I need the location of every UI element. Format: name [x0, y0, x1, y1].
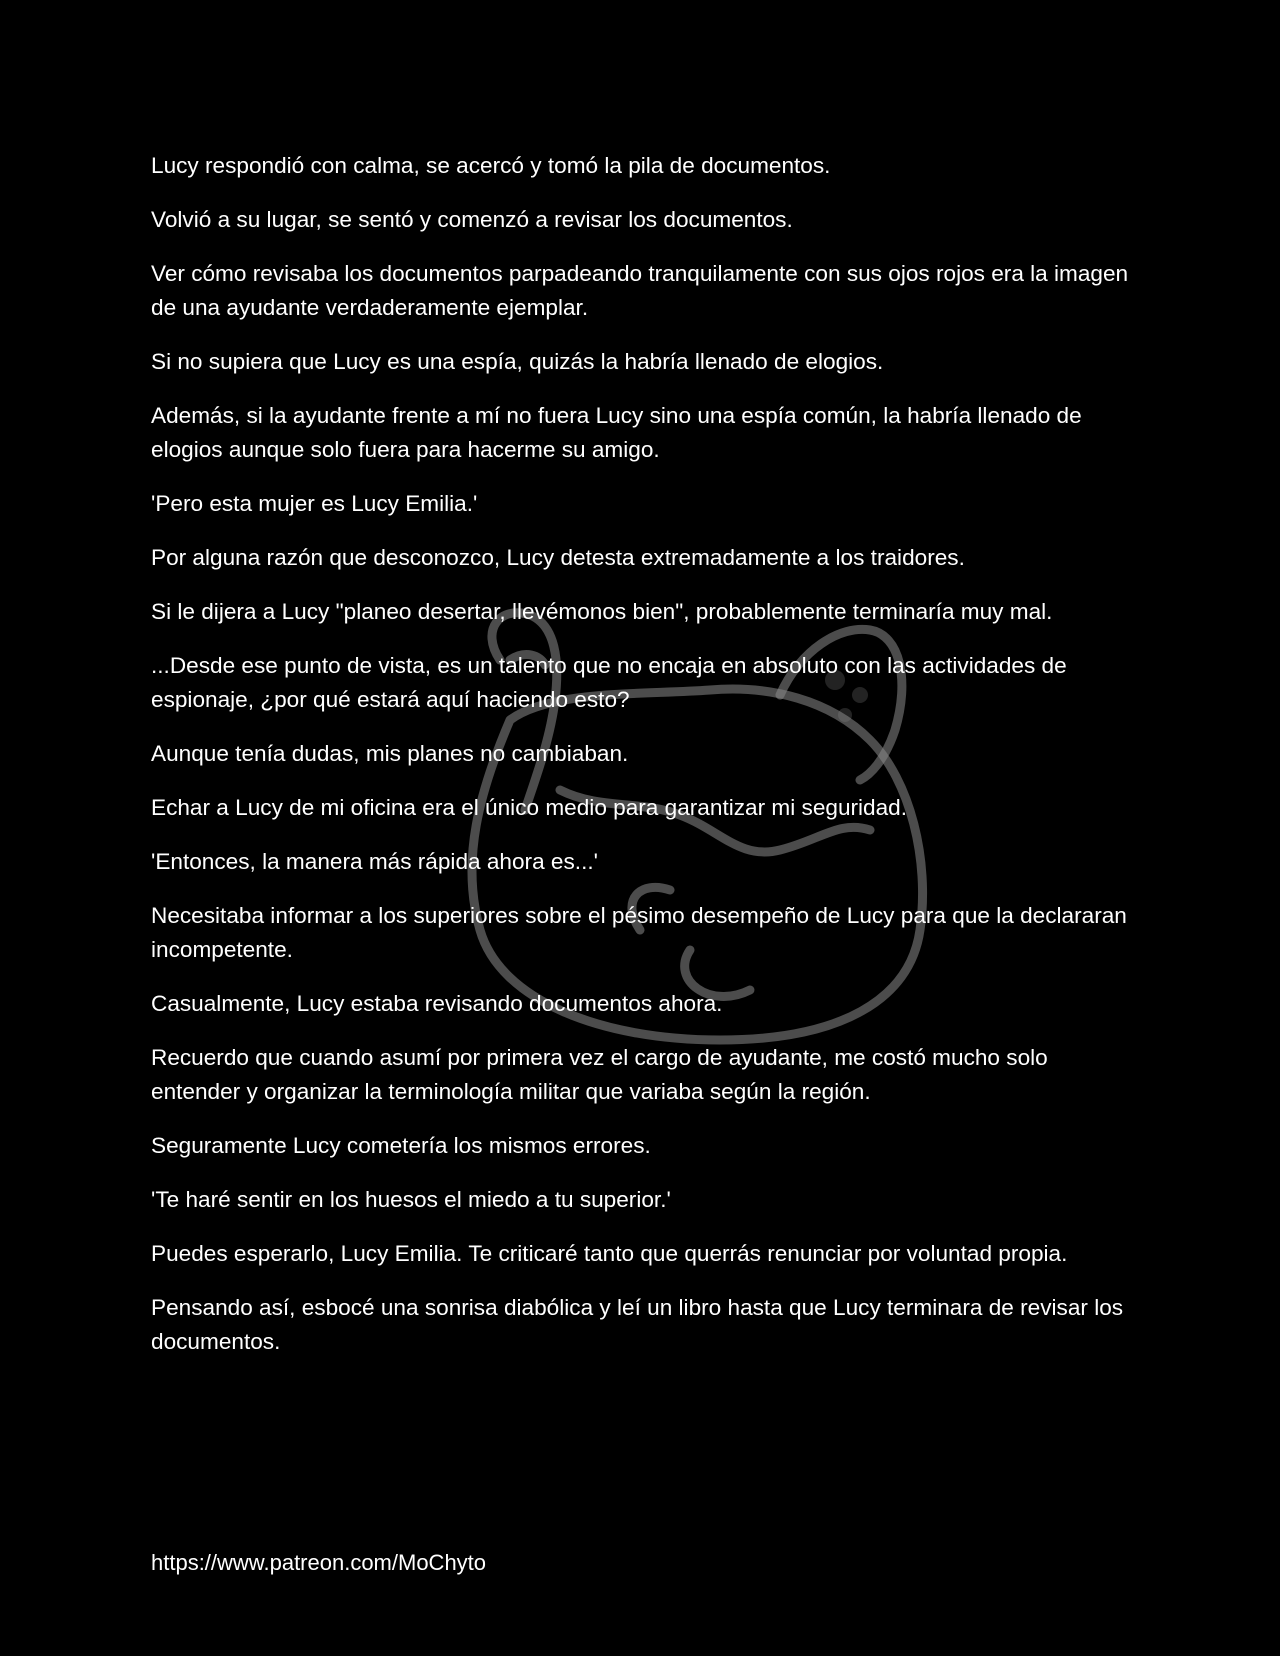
paragraph: Volvió a su lugar, se sentó y comenzó a revisar los documentos. — [151, 207, 793, 232]
document-body — [151, 149, 1136, 1379]
paragraph: Por alguna razón que desconozco, Lucy detesta extremadamente a los traidores. — [151, 545, 965, 570]
patreon-link[interactable]: https://www.patreon.com/MoChyto — [151, 1550, 487, 1575]
paragraph: Necesitaba informar a los superiores sobre el pésimo desempeño de Lucy para que la declararan incompetente. — [151, 903, 1127, 962]
paragraph: Lucy respondió con calma, se acercó y tomó la pila de documentos. — [151, 153, 831, 178]
paragraph: ...Desde ese punto de vista, es un talento que no encaja en absoluto con las actividades de espionaje, ¿por qué estará aquí haciendo esto? — [151, 653, 1067, 712]
paragraph: Echar a Lucy de mi oficina era el único medio para garantizar mi seguridad. — [151, 795, 908, 820]
paragraph: 'Te haré sentir en los huesos el miedo a tu superior.' — [151, 1187, 671, 1212]
paragraph: 'Entonces, la manera más rápida ahora es...' — [151, 849, 598, 874]
paragraph: Aunque tenía dudas, mis planes no cambiaban. — [151, 741, 629, 766]
paragraph: Seguramente Lucy cometería los mismos errores. — [151, 1133, 651, 1158]
paragraph: Puedes esperarlo, Lucy Emilia. Te criticaré tanto que querrás renunciar por voluntad propia. — [151, 1241, 1068, 1266]
paragraph: Si le dijera a Lucy "planeo desertar, llevémonos bien", probablemente terminaría muy mal. — [151, 599, 1053, 624]
paragraph: Casualmente, Lucy estaba revisando documentos ahora. — [151, 991, 723, 1016]
paragraph: Si no supiera que Lucy es una espía, quizás la habría llenado de elogios. — [151, 349, 884, 374]
paragraph: Recuerdo que cuando asumí por primera vez el cargo de ayudante, me costó mucho solo entender y organizar la terminología militar que variaba según la región. — [151, 1045, 1048, 1104]
paragraph: Pensando así, esbocé una sonrisa diabólica y leí un libro hasta que Lucy terminara de revisar los documentos. — [151, 1295, 1124, 1354]
paragraph: Ver cómo revisaba los documentos parpadeando tranquilamente con sus ojos rojos era la imagen de una ayudante verdaderamente ejemplar. — [151, 261, 1129, 320]
paragraph: Además, si la ayudante frente a mí no fuera Lucy sino una espía común, la habría llenado de elogios aunque solo fuera para hacerme su amigo. — [151, 403, 1082, 462]
paragraph: 'Pero esta mujer es Lucy Emilia.' — [151, 491, 478, 516]
